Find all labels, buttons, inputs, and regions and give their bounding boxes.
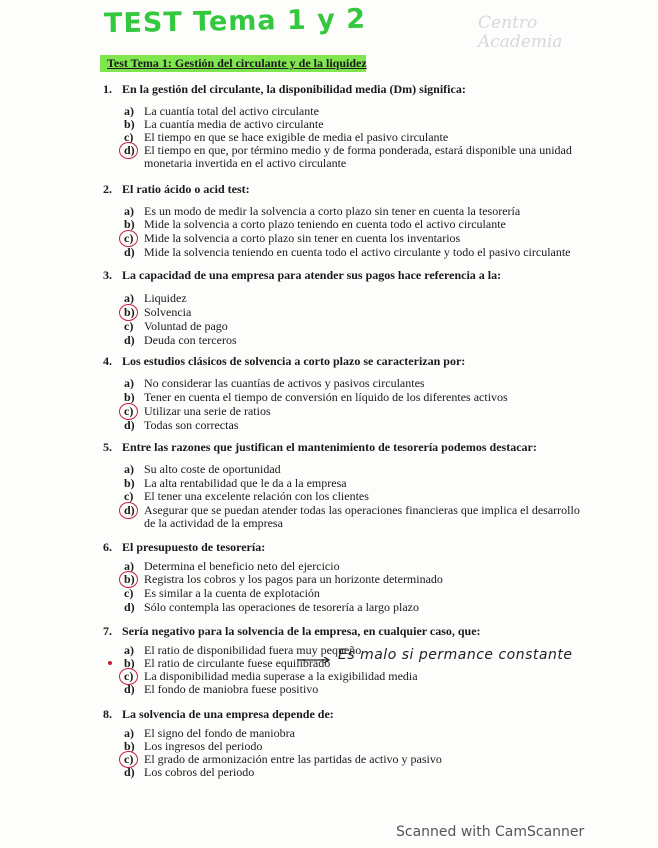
- question-number: 7.: [103, 624, 112, 638]
- red-mark: [108, 661, 112, 665]
- scanned-page: TEST Tema 1 y 2 Centro Academia Test Tema 1: Gestión del circulante y de la liquidez 1. En la gestión del circulante, la disponibilidad media (Dm) significa: a) La cuantía total del activo circulante b) La cuantía media de activo circulante c) El tiempo en que se hace exigible de media el pasivo circulante d) El tiempo en que, por término medio y de forma ponderada, estará disponible una unidad monetaria invertida en el activo circulante 2. El ratio ácido o acid test: a) Es un modo de medir la solvencia a corto plazo sin tener en cuenta la tesorería b) Mide la solvencia a corto plazo teniendo en cuenta todo el activo circulante c) Mide la solvencia a corto plazo sin tener en cuenta los inventarios d) Mide la solvencia teniendo en cuenta todo el activo circulante y todo el pasivo circulante 3. La capacidad de una empresa para atender sus pagos hace referencia a la: a) Liquidez b) Solvencia c) Voluntad de pago d) Deuda con terceros 4. Los estudios clásicos de solvencia a corto plazo se caracterizan por: a) No considerar las cuantías de activos y pasivos circulantes b) Tener en cuenta el tiempo de conversión en líquido de los diferentes activos c) Utilizar una serie de ratios d) Todas son correctas 5. Entre las razones que justifican el mantenimiento de tesorería podemos destacar: a) Su alto coste de oportunidad b) La alta rentabilidad que le da a la empresa c) El tener una excelente relación con los clientes d) Asegurar que se puedan atender todas las operaciones financieras que implica el desarrollo de la actividad de la empresa 6. El presupuesto de tesorería: a) Determina el beneficio neto del ejercicio b) Registra los cobros y los pagos para un horizonte determinado c) Es similar a la cuenta de explotación d) Sólo contempla las operaciones de tesorería a largo plazo 7. Sería negativo para la solvencia de la empresa, en cualquier caso, que: a) El ratio de disponibilidad fuera muy pequeño b) El ratio de circulante fuese equilibrado c) La disponibilidad media superase a la exigibilidad media d) El fondo de maniobra fuese positivo Es malo si permance constante 8. La solvencia de una empresa depende de: a) El signo del fondo de maniobra b) Los ingresos del periodo c) El grado de armonización entre las partidas de activo y pasivo d) Los cobros del periodo Scanned with CamScanner: [0, 0, 658, 848]
- question-number: 8.: [103, 707, 112, 721]
- question-text: Los estudios clásicos de solvencia a corto plazo se caracterizan por:: [122, 354, 466, 368]
- question-text: Entre las razones que justifican el mantenimiento de tesorería podemos destacar:: [122, 440, 537, 454]
- handwritten-title: TEST Tema 1 y 2: [103, 3, 367, 40]
- camscanner-footer: Scanned with CamScanner: [396, 824, 585, 840]
- question-number: 5.: [103, 440, 112, 454]
- watermark-logo: Centro Academia: [478, 13, 563, 52]
- question-number: 6.: [103, 540, 112, 554]
- arrow-icon: [298, 657, 332, 663]
- question-text: La capacidad de una empresa para atender sus pagos hace referencia a la:: [122, 268, 502, 282]
- question-number: 1.: [103, 82, 112, 96]
- question-text: Sería negativo para la solvencia de la empresa, en cualquier caso, que:: [122, 624, 481, 638]
- question-number: 4.: [103, 354, 112, 368]
- question-number: 3.: [103, 268, 112, 282]
- question-number: 2.: [103, 182, 112, 196]
- handwritten-note: Es malo si permance constante: [338, 647, 573, 663]
- question-text: En la gestión del circulante, la disponibilidad media (Dm) significa:: [122, 82, 466, 96]
- question-text: La solvencia de una empresa depende de:: [122, 707, 334, 721]
- question-text: El presupuesto de tesorería:: [122, 540, 266, 554]
- section-title: Test Tema 1: Gestión del circulante y de la liquidez: [107, 56, 367, 70]
- question-text: El ratio ácido o acid test:: [122, 182, 250, 196]
